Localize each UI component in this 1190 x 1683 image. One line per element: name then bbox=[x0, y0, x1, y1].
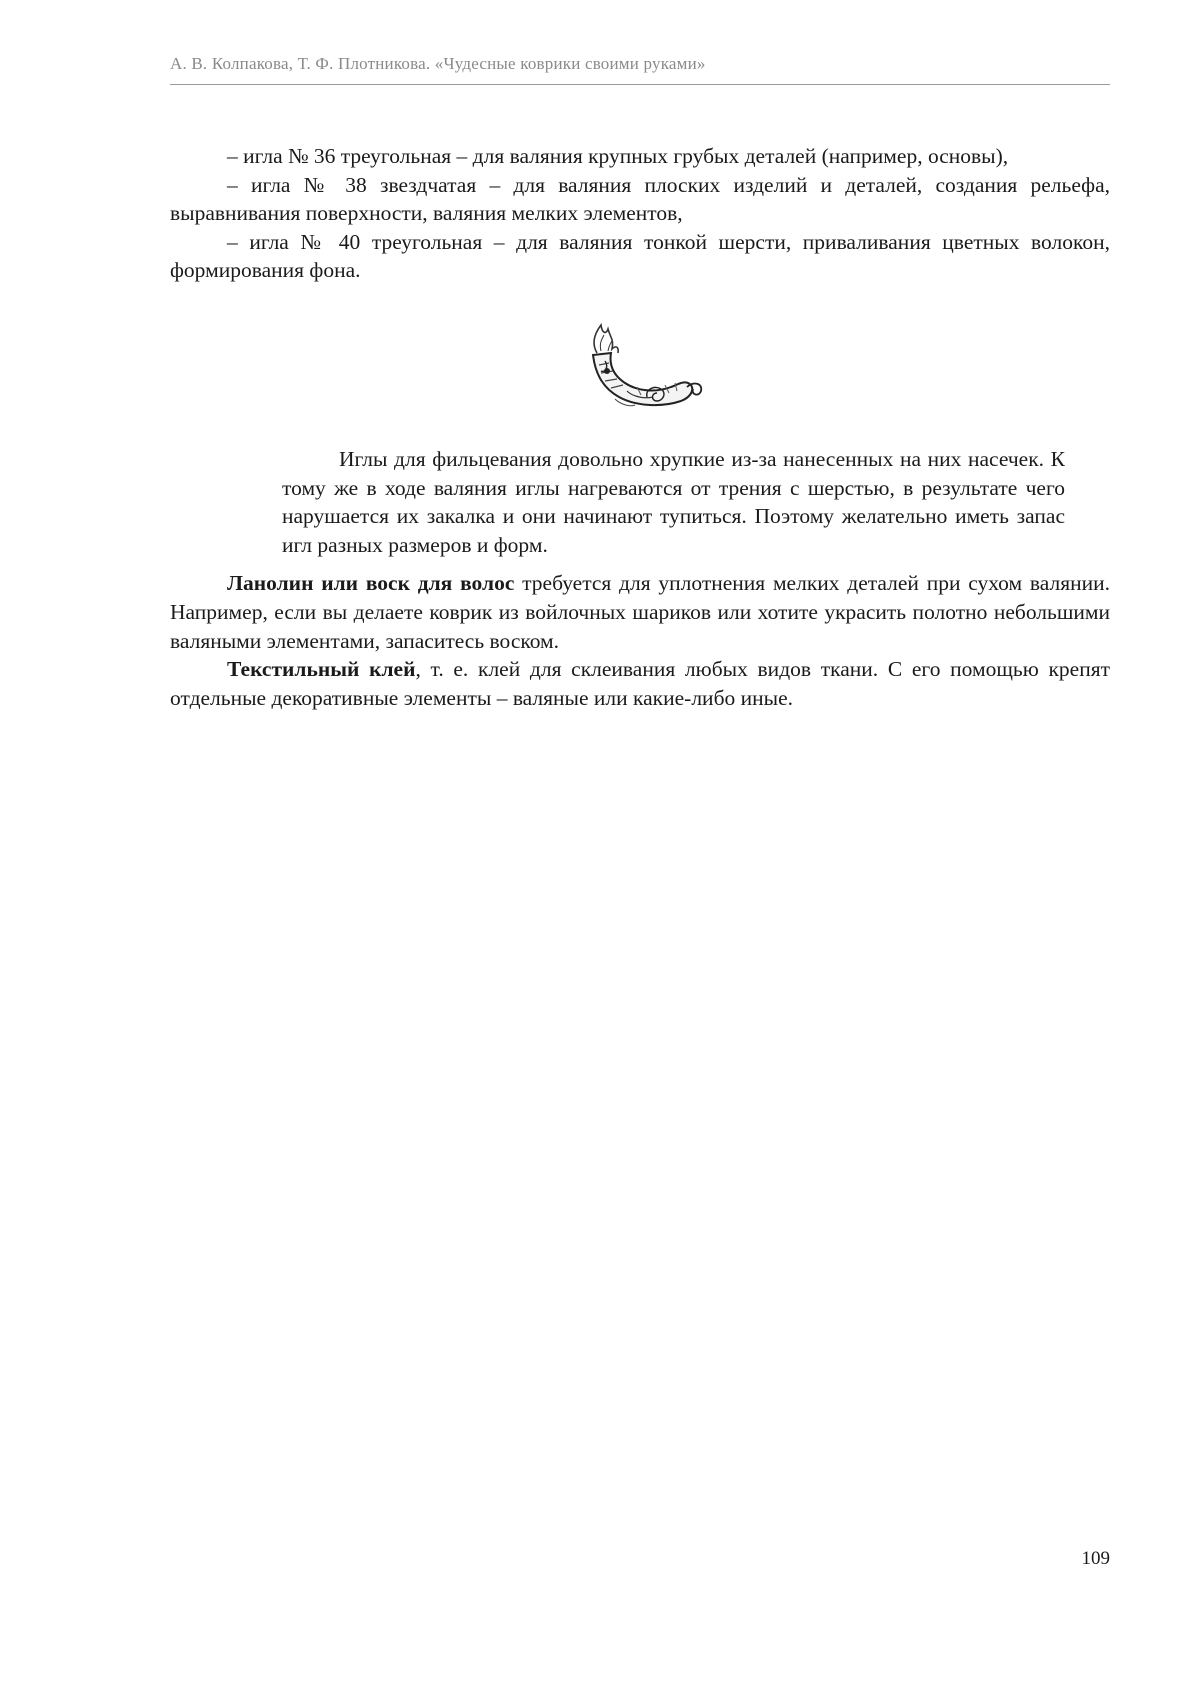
page-content bbox=[170, 142, 1110, 712]
paragraph-textile-glue-text: , т. е. клей для склеивания любых видов ткани. С его помощью крепят отдельные декоративные элементы – валяные или какие-либо иные. bbox=[170, 657, 1110, 710]
needle-item-40: – игла № 40 треугольная – для валяния тонкой шерсти, приваливания цветных волокон, формирования фона. bbox=[170, 229, 1110, 283]
running-head: А. В. Колпакова, Т. Ф. Плотникова. «Чудесные коврики своими руками» bbox=[170, 54, 706, 73]
paragraph-lanolin-text: требуется для уплотнения мелких деталей при сухом валянии. Например, если вы делаете коврик из войлочных шариков или хотите украсить полотно небольшими валяными элементами, запаситесь воском. bbox=[170, 571, 1110, 653]
callout-note bbox=[282, 445, 1065, 559]
needle-item-36: – игла № 36 треугольная – для валяния крупных грубых деталей (например, основы), bbox=[227, 144, 1009, 168]
paragraph-lanolin bbox=[170, 569, 1110, 655]
scroll-ornament-icon bbox=[575, 321, 705, 421]
paragraph-textile-glue bbox=[170, 655, 1110, 712]
page-number: 109 bbox=[1081, 1548, 1110, 1569]
term-textile-glue: Текстильный клей bbox=[227, 657, 416, 682]
note-text: Иглы для фильцевания довольно хрупкие из-за нанесенных на них насечек. К тому же в ходе валяния иглы нагреваются от трения с шерстью, в результате чего нарушается их закалка и они начинают тупиться. Поэтому желательно иметь запас игл разных размеров и форм. bbox=[282, 446, 1065, 557]
needle-item-38: – игла № 38 звездчатая – для валяния плоских изделий и деталей, создания рельефа, выравнивания поверхности, валяния мелких элементов, bbox=[170, 172, 1110, 226]
term-lanolin: Ланолин или воск для волос bbox=[227, 571, 515, 596]
header-rule bbox=[170, 84, 1110, 85]
